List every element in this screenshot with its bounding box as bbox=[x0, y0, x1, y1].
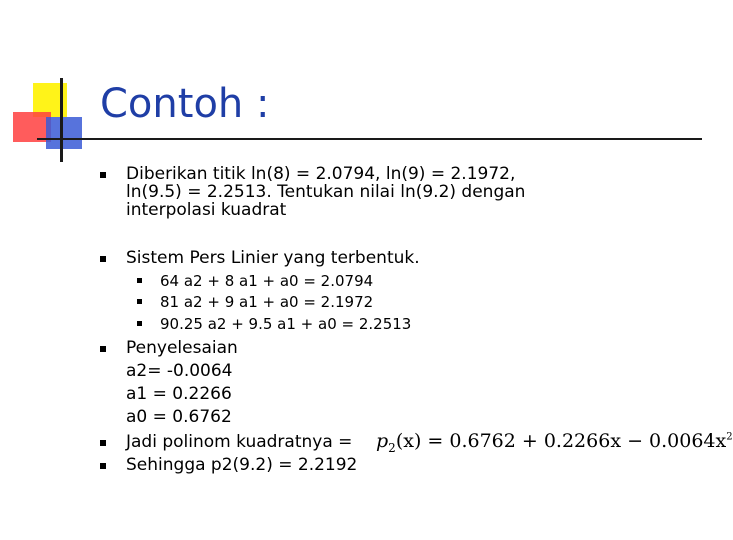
bullet-marker bbox=[100, 172, 106, 178]
decor-vertical-line bbox=[60, 78, 63, 162]
title-underline bbox=[37, 138, 702, 140]
slide-title: Contoh : bbox=[100, 81, 270, 127]
sub-bullet-marker bbox=[137, 278, 142, 283]
equation-3: 90.25 a2 + 9.5 a1 + a0 = 2.2513 bbox=[160, 315, 412, 333]
bullet-4-text: Jadi polinom kuadratnya = bbox=[126, 432, 353, 452]
polynomial-formula bbox=[376, 430, 733, 455]
bullet-1-line-3: interpolasi kuadrat bbox=[126, 200, 287, 220]
bullet-2-text: Sistem Pers Linier yang terbentuk. bbox=[126, 248, 420, 268]
equation-1: 64 a2 + 8 a1 + a0 = 2.0794 bbox=[160, 272, 374, 290]
sub-bullet-marker bbox=[137, 321, 142, 326]
bullet-marker bbox=[100, 463, 106, 469]
bullet-1-line-1: Diberikan titik ln(8) = 2.0794, ln(9) = 2.1972, bbox=[126, 164, 516, 184]
formula-body: (x) = 0.6762 + 0.2266x − 0.0064x bbox=[395, 430, 727, 452]
sub-bullet-marker bbox=[137, 299, 142, 304]
equation-2: 81 a2 + 9 a1 + a0 = 2.1972 bbox=[160, 293, 374, 311]
formula-superscript: 2 bbox=[726, 431, 733, 443]
formula-p: p bbox=[376, 430, 389, 452]
solution-heading: Penyelesaian bbox=[126, 338, 238, 358]
solution-a2: a2= -0.0064 bbox=[126, 361, 233, 381]
formula-subscript: 2 bbox=[388, 440, 396, 455]
bullet-marker bbox=[100, 346, 106, 352]
decor-blue-square bbox=[46, 117, 82, 149]
bullet-marker bbox=[100, 440, 106, 446]
bullet-marker bbox=[100, 256, 106, 262]
solution-a0: a0 = 0.6762 bbox=[126, 407, 232, 427]
solution-a1: a1 = 0.2266 bbox=[126, 384, 232, 404]
bullet-1-line-2: ln(9.5) = 2.2513. Tentukan nilai ln(9.2) dengan bbox=[126, 182, 526, 202]
bullet-5-text: Sehingga p2(9.2) = 2.2192 bbox=[126, 455, 358, 475]
